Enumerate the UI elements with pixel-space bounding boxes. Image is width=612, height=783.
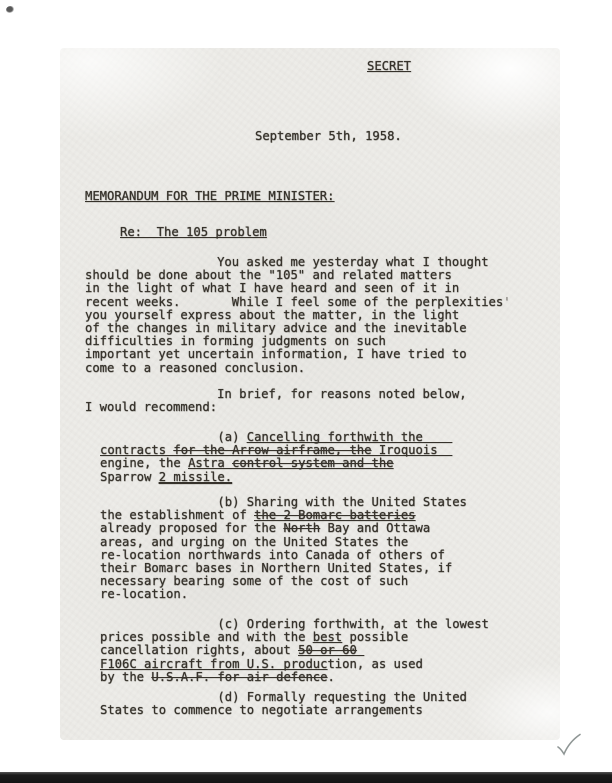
paragraph-intro: You asked me yesterday what I thought should be done about the "105" and related matters in the light of what I have heard and seen of it in recent weeks. While I feel some of the perplexities' you yourself express about the matter, in the light of the changes in military advice and the inevitable difficulties in forming judgments on such important yet uncertain information, I have tried to come to a reasoned conclusion. bbox=[85, 255, 511, 375]
checkmark-icon bbox=[556, 733, 584, 759]
paragraph-item-c: (c) Ordering forthwith, at the lowest prices possible and with the best possible cancellation rights, about 50 or 60 F106C aircraft from U.S. production, as used by the U.S.A.F. for air defence. bbox=[100, 617, 489, 684]
memo-title: MEMORANDUM FOR THE PRIME MINISTER: bbox=[85, 189, 335, 203]
memo-subject: Re: The 105 problem bbox=[120, 225, 267, 239]
paragraph-recommend-lead: In brief, for reasons noted below, I would recommend: bbox=[85, 387, 467, 415]
scan-bottom-bar bbox=[0, 772, 612, 783]
scan-speck bbox=[6, 6, 14, 13]
classification-stamp: SECRET bbox=[367, 59, 412, 73]
paragraph-item-a: (a) Cancelling forthwith the contracts for the Arrow airframe, the Iroquois engine, the Astra control system and the Sparrow 2 missile. bbox=[100, 430, 438, 484]
document-date: September 5th, 1958. bbox=[255, 129, 402, 143]
paragraph-item-b: (b) Sharing with the United States the establishment of the 2 Bomarc batteries already proposed for the North Bay and Ottawa areas, and urging on the United States the re-location northwards into Canada of others of their Bomarc bases in Northern United States, if necessary bearing some of the cost of such re-location. bbox=[100, 495, 467, 602]
paragraph-item-d: (d) Formally requesting the United States to commence to negotiate arrangements bbox=[100, 690, 467, 718]
